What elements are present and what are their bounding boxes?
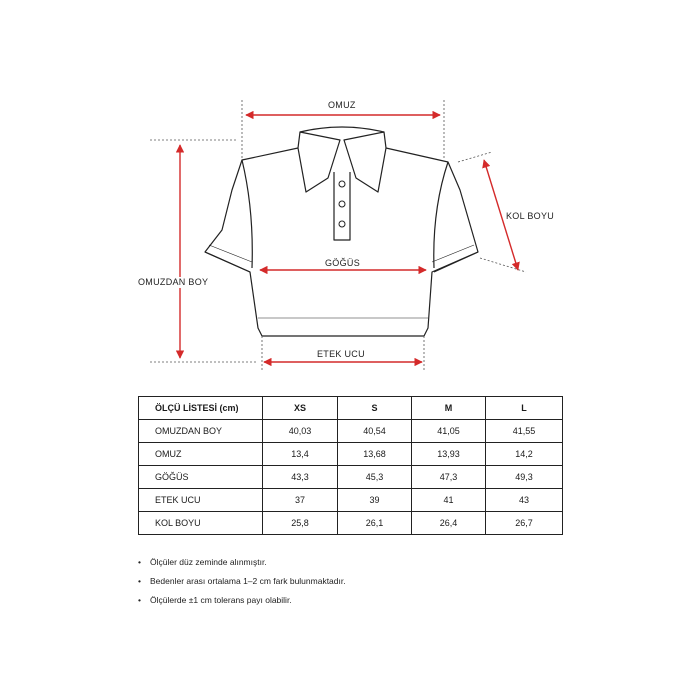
label-shoulder: OMUZ bbox=[328, 100, 356, 110]
table-cell: 37 bbox=[263, 489, 338, 512]
button-2 bbox=[339, 201, 345, 207]
note-text: Ölçüler düz zeminde alınmıştır. bbox=[150, 557, 267, 567]
table-row bbox=[139, 489, 563, 512]
table-cell: 40,54 bbox=[338, 420, 412, 443]
list-item bbox=[138, 576, 346, 595]
label-hem: ETEK UCU bbox=[317, 349, 365, 359]
row-label: OMUZDAN BOY bbox=[139, 420, 263, 443]
table-cell: 26,1 bbox=[338, 512, 412, 535]
table-cell: 39 bbox=[338, 489, 412, 512]
note-text: Ölçülerde ±1 cm tolerans payı olabilir. bbox=[150, 595, 292, 605]
guide-sleeve-top bbox=[458, 152, 492, 162]
table-cell: 25,8 bbox=[263, 512, 338, 535]
table-header-size: L bbox=[486, 397, 563, 420]
collar-back bbox=[300, 127, 384, 132]
table-cell: 26,7 bbox=[486, 512, 563, 535]
table-header-size: M bbox=[412, 397, 486, 420]
button-1 bbox=[339, 181, 345, 187]
table-cell: 45,3 bbox=[338, 466, 412, 489]
table-header-row bbox=[139, 397, 563, 420]
row-label: KOL BOYU bbox=[139, 512, 263, 535]
bullet-icon: • bbox=[138, 557, 141, 567]
left-sleeve-seam bbox=[242, 160, 252, 268]
table-cell: 13,68 bbox=[338, 443, 412, 466]
row-label: GÖĞÜS bbox=[139, 466, 263, 489]
right-cuff-inner bbox=[432, 245, 474, 262]
list-item bbox=[138, 557, 346, 576]
table-cell: 41,55 bbox=[486, 420, 563, 443]
right-cuff bbox=[434, 252, 478, 272]
table-cell: 13,4 bbox=[263, 443, 338, 466]
size-chart-table bbox=[138, 396, 563, 535]
list-item bbox=[138, 595, 346, 614]
table-header-size: S bbox=[338, 397, 412, 420]
table-cell: 13,93 bbox=[412, 443, 486, 466]
table-cell: 47,3 bbox=[412, 466, 486, 489]
shirt-outline bbox=[205, 127, 478, 336]
table-cell: 26,4 bbox=[412, 512, 486, 535]
table-row bbox=[139, 512, 563, 535]
table-header-title: ÖLÇÜ LİSTESİ (cm) bbox=[139, 397, 263, 420]
table-cell: 43,3 bbox=[263, 466, 338, 489]
right-sleeve-seam bbox=[434, 162, 448, 268]
table-header-size: XS bbox=[263, 397, 338, 420]
bullet-icon: • bbox=[138, 576, 141, 586]
button-3 bbox=[339, 221, 345, 227]
bullet-icon: • bbox=[138, 595, 141, 605]
placket-buttons bbox=[339, 181, 345, 227]
table-cell: 43 bbox=[486, 489, 563, 512]
table-cell: 41,05 bbox=[412, 420, 486, 443]
table-cell: 14,2 bbox=[486, 443, 563, 466]
note-text: Bedenler arası ortalama 1–2 cm fark bulunmaktadır. bbox=[150, 576, 346, 586]
table-cell: 49,3 bbox=[486, 466, 563, 489]
measurement-notes bbox=[138, 557, 346, 614]
label-length: OMUZDAN BOY bbox=[138, 277, 209, 287]
left-cuff-inner bbox=[209, 245, 252, 262]
guide-sleeve-bottom bbox=[480, 258, 526, 272]
label-sleeve: KOL BOYU bbox=[506, 211, 555, 221]
left-cuff bbox=[205, 252, 250, 272]
table-row bbox=[139, 443, 563, 466]
table-row bbox=[139, 420, 563, 443]
table-row bbox=[139, 466, 563, 489]
table-cell: 40,03 bbox=[263, 420, 338, 443]
label-chest: GÖĞÜS bbox=[325, 258, 361, 268]
row-label: ETEK UCU bbox=[139, 489, 263, 512]
row-label: OMUZ bbox=[139, 443, 263, 466]
table-cell: 41 bbox=[412, 489, 486, 512]
